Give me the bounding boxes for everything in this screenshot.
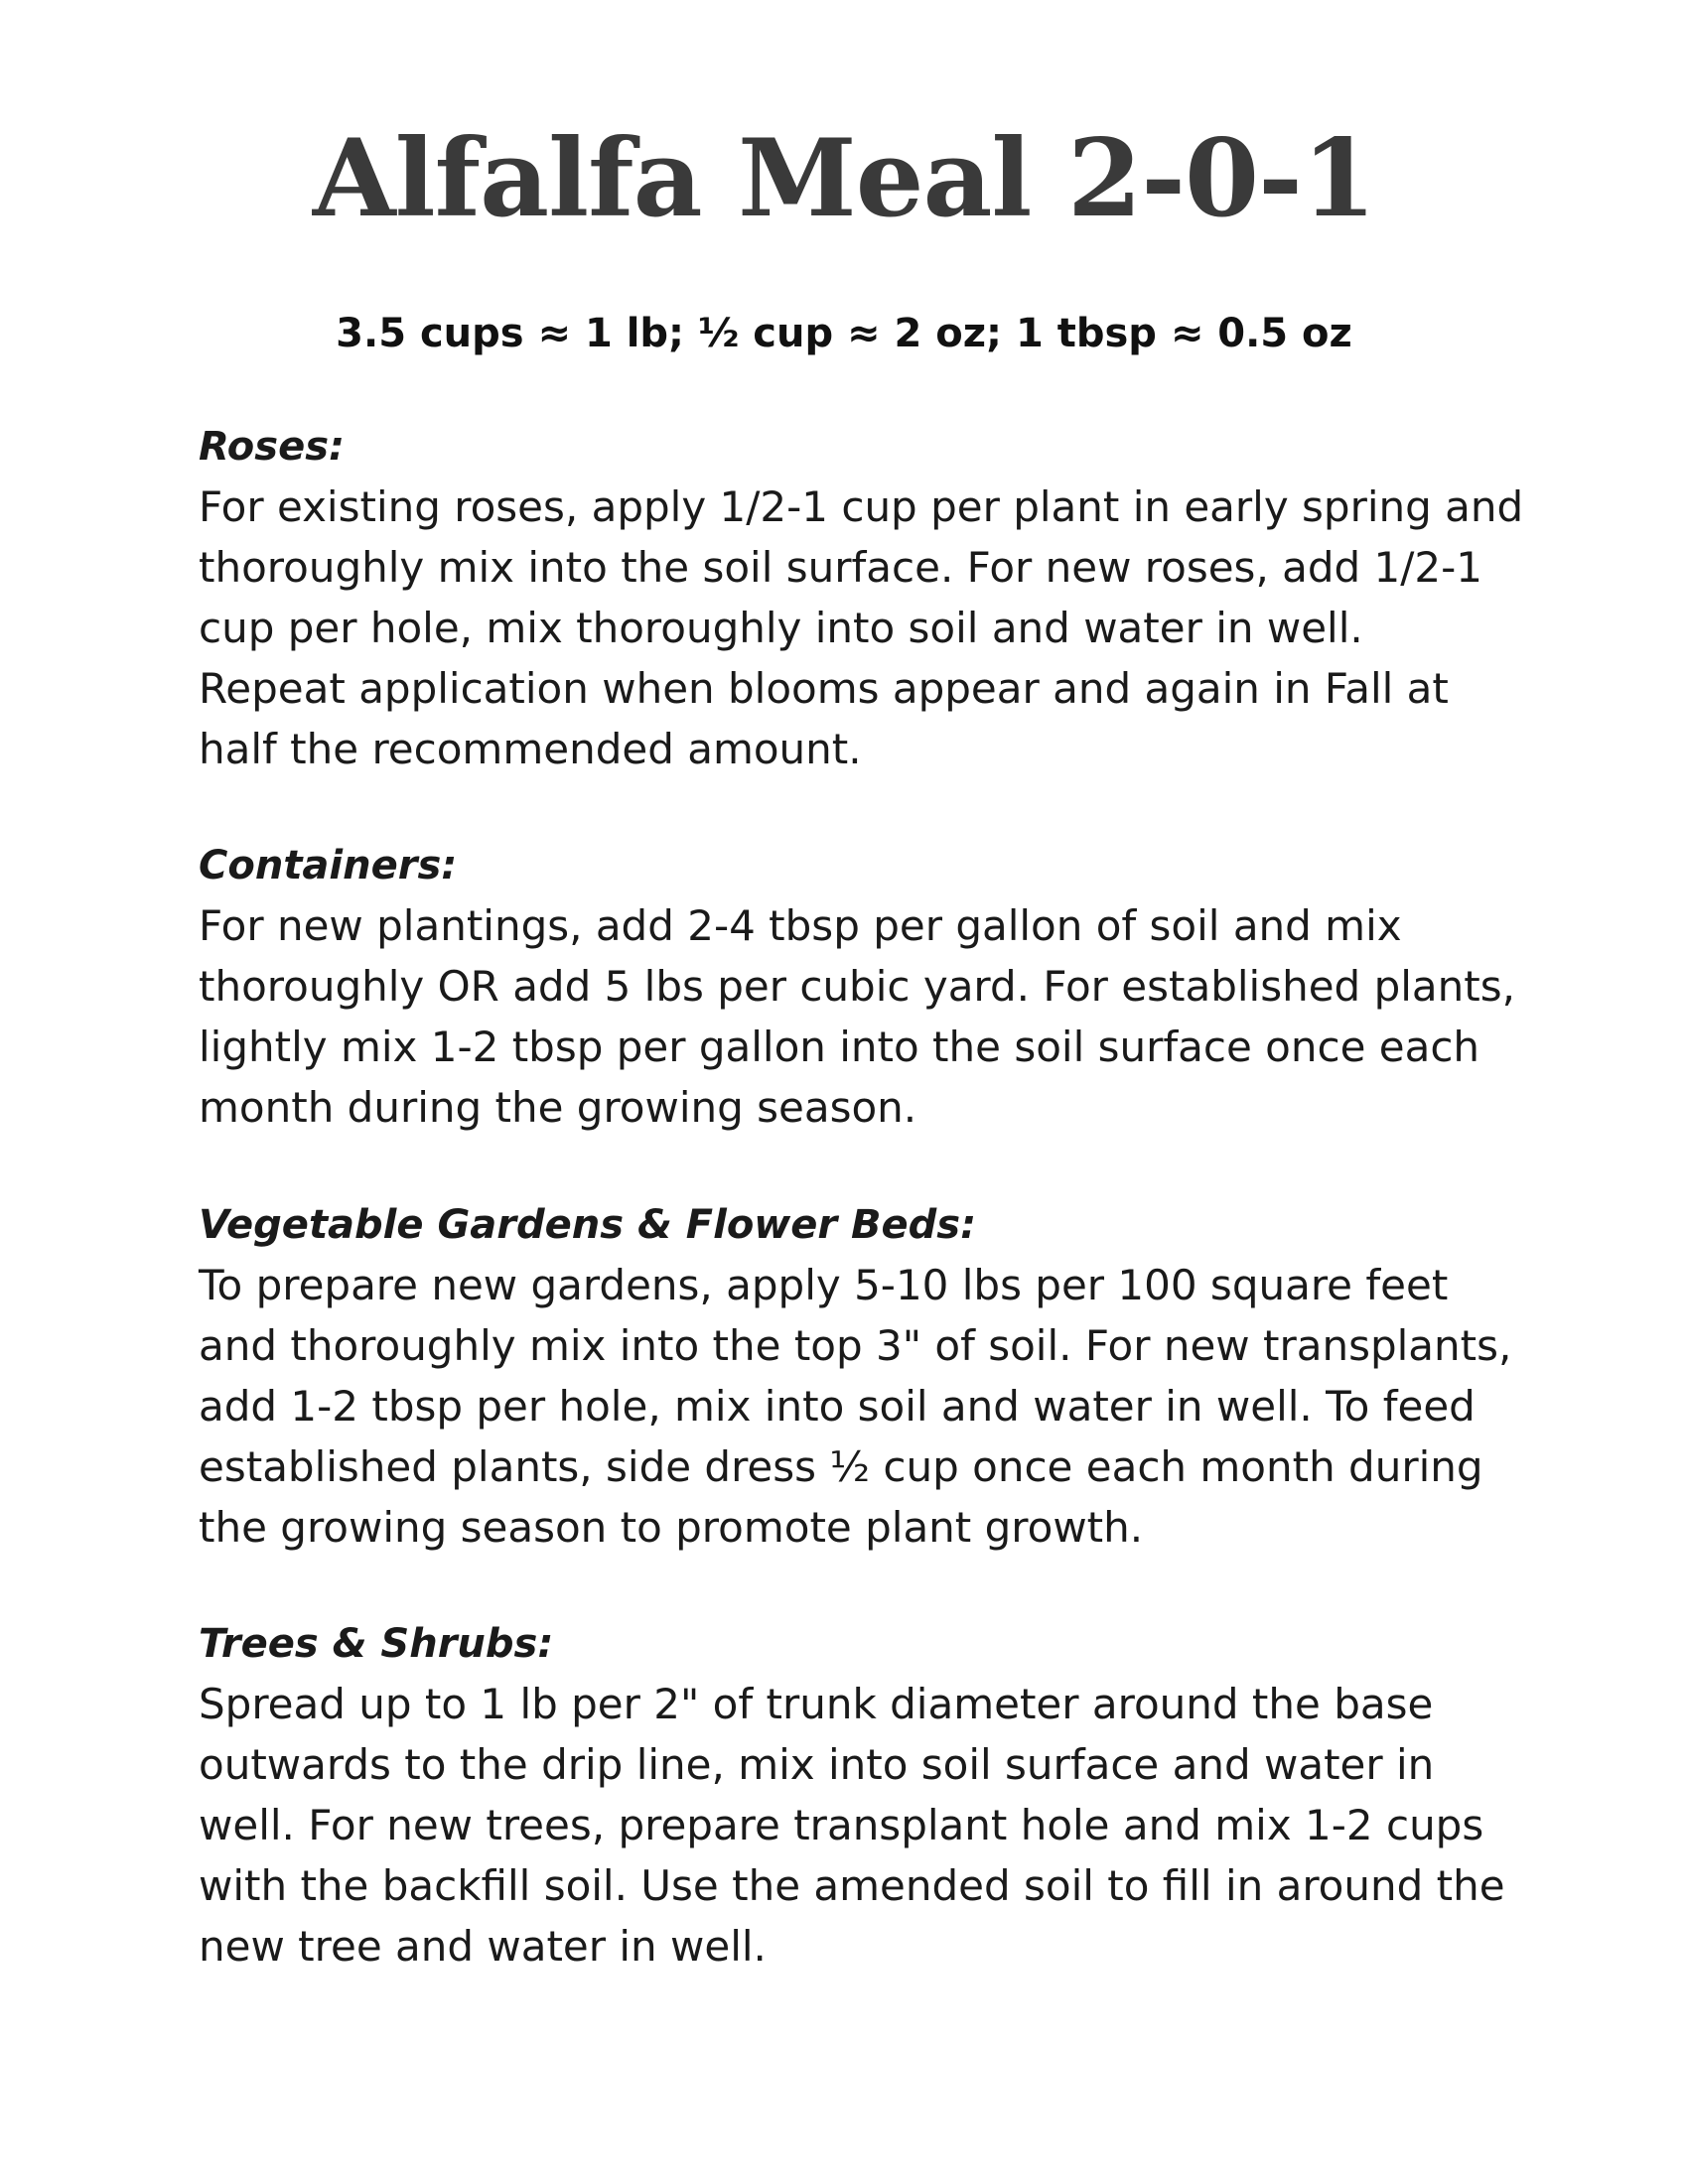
text-line: lightly mix 1-2 tbsp per gallon into the soil surface once each bbox=[199, 1023, 1480, 1071]
text-line: To prepare new gardens, apply 5-10 lbs per 100 square feet bbox=[199, 1261, 1449, 1309]
text-line: For existing roses, apply 1/2-1 cup per plant in early spring and bbox=[199, 482, 1524, 531]
text-line: thoroughly OR add 5 lbs per cubic yard. For established plants, bbox=[199, 962, 1515, 1011]
section-heading-trees-shrubs: Trees & Shrubs: bbox=[199, 1621, 554, 1667]
text-line: Spread up to 1 lb per 2" of trunk diameter around the base bbox=[199, 1680, 1434, 1728]
section-body-roses bbox=[199, 477, 1524, 779]
text-line: For new plantings, add 2-4 tbsp per gallon of soil and mix bbox=[199, 901, 1402, 950]
text-line: with the backfill soil. Use the amended soil to fill in around the bbox=[199, 1861, 1505, 1910]
text-line: thoroughly mix into the soil surface. For new roses, add 1/2-1 bbox=[199, 543, 1483, 592]
page-title: Alfalfa Meal 2-0-1 bbox=[312, 116, 1376, 241]
text-line: outwards to the drip line, mix into soil surface and water in bbox=[199, 1740, 1435, 1789]
text-line: new tree and water in well. bbox=[199, 1922, 767, 1971]
section-body-vegetable-gardens bbox=[199, 1255, 1512, 1558]
section-roses bbox=[199, 417, 1524, 779]
text-line: Repeat application when blooms appear and again in Fall at bbox=[199, 664, 1449, 713]
text-line: established plants, side dress ½ cup once each month during bbox=[199, 1442, 1483, 1491]
text-line: cup per hole, mix thoroughly into soil and water in well. bbox=[199, 604, 1363, 652]
section-vegetable-gardens bbox=[199, 1195, 1512, 1558]
text-line: and thoroughly mix into the top 3" of soil. For new transplants, bbox=[199, 1321, 1512, 1370]
text-line: add 1-2 tbsp per hole, mix into soil and water in well. To feed bbox=[199, 1382, 1476, 1431]
section-containers bbox=[199, 836, 1515, 1138]
text-line: well. For new trees, prepare transplant hole and mix 1-2 cups bbox=[199, 1801, 1484, 1849]
section-heading-vegetable-gardens: Vegetable Gardens & Flower Beds: bbox=[199, 1202, 977, 1248]
section-body-containers bbox=[199, 895, 1515, 1138]
section-body-trees-shrubs bbox=[199, 1674, 1509, 1977]
section-heading-roses: Roses: bbox=[199, 424, 346, 470]
text-line: the growing season to promote plant growth. bbox=[199, 1503, 1144, 1552]
section-heading-containers: Containers: bbox=[199, 843, 458, 888]
text-line: half the recommended amount. bbox=[199, 725, 862, 773]
conversion-note: 3.5 cups ≈ 1 lb; ½ cup ≈ 2 oz; 1 tbsp ≈ 0.5 oz bbox=[336, 311, 1352, 356]
section-trees-shrubs bbox=[199, 1614, 1509, 1977]
text-line: month during the growing season. bbox=[199, 1083, 917, 1132]
